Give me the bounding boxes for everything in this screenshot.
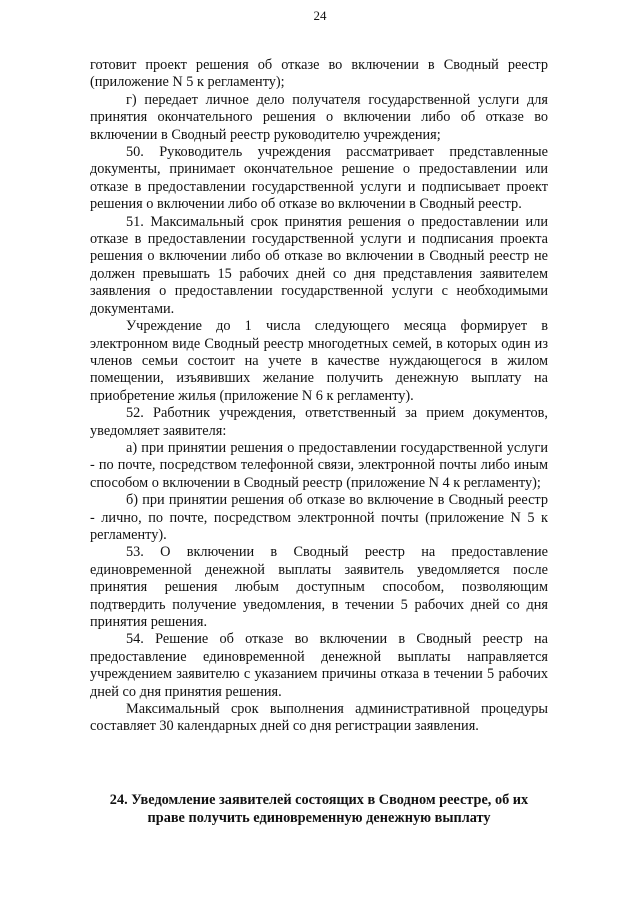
page-number: 24 bbox=[313, 8, 327, 23]
paragraph-max-term: Максимальный срок выполнения административной процедуры составляет 30 календарных дней со дня регистрации заявления. bbox=[90, 701, 548, 735]
paragraph-52: 52. Работник учреждения, ответственный за прием документов, уведомляет заявителя: bbox=[90, 405, 548, 439]
section-heading bbox=[90, 791, 548, 827]
paragraph-53: 53. О включении в Сводный реестр на предоставление единовременной денежной выплаты заявитель уведомляется после принятия решения любым доступным способом, позволяющим подтвердить получение уведомления, в течении 5 рабочих дней со дня принятия решения. bbox=[90, 544, 548, 630]
section-heading-line-2: праве получить единовременную денежную выплату bbox=[147, 810, 491, 826]
paragraph-registry-formation: Учреждение до 1 числа следующего месяца формирует в электронном виде Сводный реестр многодетных семей, в которых один из членов семьи состоит на учете в качестве нуждающегося в жилом помещении, изъявивших желание получить денежную выплату на приобретение жилья (приложение N 6 к регламенту). bbox=[90, 318, 548, 404]
paragraph-50: 50. Руководитель учреждения рассматривает представленные документы, принимает окончательное решение о предоставлении или отказе в предоставлении государственной услуги и подписывает проект решения о включении либо об отказе во включении в Сводный реестр. bbox=[90, 144, 548, 213]
paragraph-51: 51. Максимальный срок принятия решения о предоставлении или отказе в предоставлении государственной услуги и подписания проекта решения о включении либо об отказе во включении в Сводный реестр не должен превышать 15 рабочих дней со дня представления заявителем заявления о предоставлении государственной услуги с необходимыми документами. bbox=[90, 213, 548, 317]
paragraph-52-a: а) при принятии решения о предоставлении государственной услуги - по почте, посредством телефонной связи, электронной почты либо иным способом о включении в Сводный реестр (приложение N 4 к регламенту); bbox=[90, 439, 548, 491]
paragraph-continuation: готовит проект решения об отказе во включении в Сводный реестр (приложение N 5 к регламенту); bbox=[90, 57, 548, 91]
paragraph-52-b: б) при принятии решения об отказе во включение в Сводный реестр - лично, по почте, посредством электронной почты (приложение N 5 к регламенту). bbox=[90, 492, 548, 543]
document-body bbox=[90, 57, 548, 736]
paragraph-item-g: г) передает личное дело получателя государственной услуги для принятия окончательного решения о включении либо об отказе во включении в Сводный реестр руководителю учреждения; bbox=[90, 91, 548, 143]
section-heading-line-1: 24. Уведомление заявителей состоящих в Сводном реестре, об их bbox=[109, 792, 529, 808]
paragraph-54: 54. Решение об отказе во включении в Сводный реестр на предоставление единовременной денежной выплаты направляется учреждением заявителю с указанием причины отказа в течении 5 рабочих дней со дня принятия решения. bbox=[90, 631, 548, 700]
